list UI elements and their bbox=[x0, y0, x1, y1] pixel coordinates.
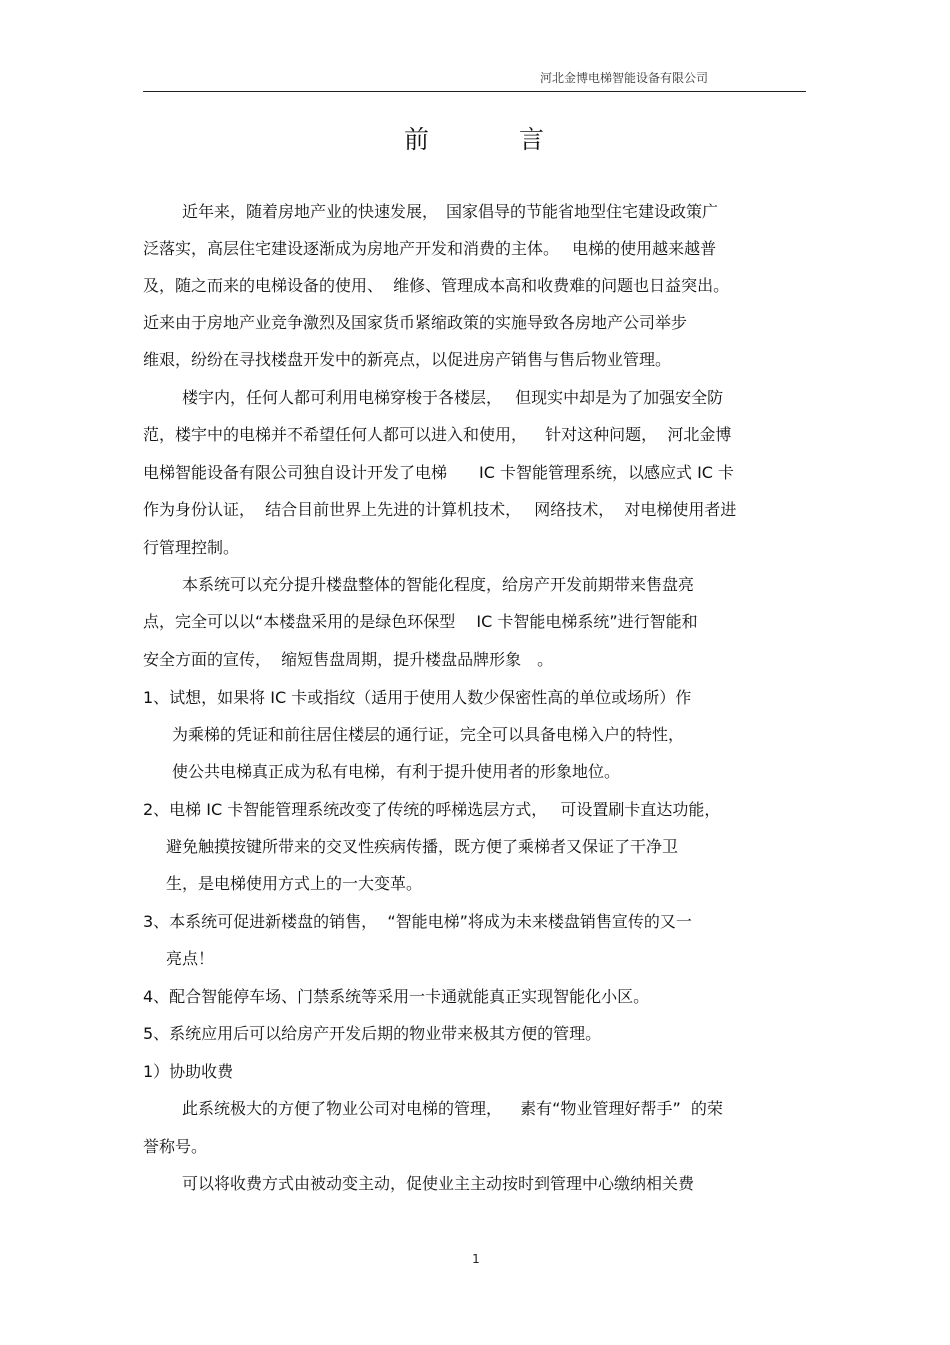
body-line: 范，楼宇中的电梯并不希望任何人都可以进入和使用， 针对这种问题， 河北金博 bbox=[143, 425, 732, 444]
page-title: 前言 bbox=[404, 125, 635, 154]
list-item-2-line: 生，是电梯使用方式上的一大变革。 bbox=[166, 874, 423, 893]
header-divider bbox=[143, 91, 806, 92]
list-item-1-line: 1、试想，如果将 IC 卡或指纹（适用于使用人数少保密性高的单位或场所）作 bbox=[143, 688, 692, 707]
body-line: 本系统可以充分提升楼盘整体的智能化程度，给房产开发前期带来售盘亮 bbox=[182, 575, 695, 594]
body-line: 电梯智能设备有限公司独自设计开发了电梯 IC 卡智能管理系统，以感应式 IC 卡 bbox=[143, 463, 735, 482]
list-item-2-line: 2、电梯 IC 卡智能管理系统改变了传统的呼梯选层方式， 可设置刷卡直达功能， bbox=[143, 800, 721, 819]
body-line: 维艰，纷纷在寻找楼盘开发中的新亮点，以促进房产销售与售后物业管理。 bbox=[143, 350, 672, 369]
list-item-3-line: 亮点！ bbox=[166, 949, 215, 968]
body-line: 楼宇内，任何人都可利用电梯穿梭于各楼层， 但现实中却是为了加强安全防 bbox=[182, 388, 724, 407]
body-line: 安全方面的宣传， 缩短售盘周期，提升楼盘品牌形象 。 bbox=[143, 650, 554, 669]
body-line: 近来由于房地产业竞争激烈及国家货币紧缩政策的实施导致各房地产公司举步 bbox=[143, 313, 688, 332]
body-line: 点，完全可以以“本楼盘采用的是绿色环保型 IC 卡智能电梯系统”进行智能和 bbox=[143, 612, 698, 631]
body-line: 作为身份认证， 结合目前世界上先进的计算机技术， 网络技术， 对电梯使用者进 bbox=[143, 500, 737, 519]
body-line: 近年来，随着房地产业的快速发展， 国家倡导的节能省地型住宅建设政策广 bbox=[182, 202, 719, 221]
subheading-fee-collection: 1）协助收费 bbox=[143, 1062, 234, 1081]
body-line: 誉称号。 bbox=[143, 1137, 208, 1156]
body-line: 可以将收费方式由被动变主动，促使业主主动按时到管理中心缴纳相关费 bbox=[182, 1174, 695, 1193]
body-line: 及，随之而来的电梯设备的使用、 维修、管理成本高和收费难的问题也日益突出。 bbox=[143, 276, 730, 295]
list-item-1-line: 使公共电梯真正成为私有电梯，有利于提升使用者的形象地位。 bbox=[172, 762, 621, 781]
list-item-2-line: 避免触摸按键所带来的交叉性疾病传播，既方便了乘梯者又保证了干净卫 bbox=[166, 837, 679, 856]
body-line: 泛落实，高层住宅建设逐渐成为房地产开发和消费的主体。 电梯的使用越来越普 bbox=[143, 239, 717, 258]
list-item-4-line: 4、配合智能停车场、门禁系统等采用一卡通就能真正实现智能化小区。 bbox=[143, 987, 650, 1006]
header-company-name: 河北金博电梯智能设备有限公司 bbox=[540, 71, 709, 85]
body-line: 此系统极大的方便了物业公司对电梯的管理， 素有“物业管理好帮手” 的荣 bbox=[182, 1099, 723, 1118]
page-number: 1 bbox=[472, 1252, 480, 1266]
list-item-3-line: 3、本系统可促进新楼盘的销售， “智能电梯”将成为未来楼盘销售宣传的又一 bbox=[143, 912, 692, 931]
body-line: 行管理控制。 bbox=[143, 538, 240, 557]
list-item-5-line: 5、系统应用后可以给房产开发后期的物业带来极其方便的管理。 bbox=[143, 1024, 602, 1043]
list-item-1-line: 为乘梯的凭证和前往居住楼层的通行证，完全可以具备电梯入户的特性， bbox=[172, 725, 685, 744]
